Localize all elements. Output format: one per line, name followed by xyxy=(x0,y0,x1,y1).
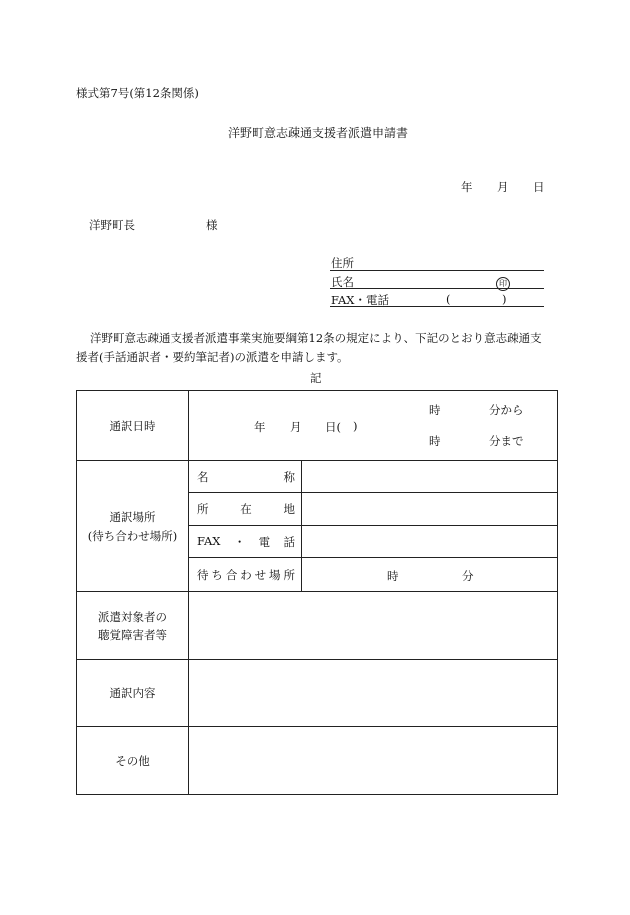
place-label-line2: (待ち合わせ場所) xyxy=(87,528,178,543)
request-table xyxy=(76,390,558,795)
body-text-line1: 洋野町意志疎通支援者派遣事業実施要綱第12条の規定により、下記のとおり意志疎通支 xyxy=(90,331,542,345)
addressee-name: 洋野町長 xyxy=(89,218,135,232)
target-label-line2: 聴覚障害者等 xyxy=(98,627,167,642)
name-label: 氏名 xyxy=(331,275,354,289)
content-field[interactable] xyxy=(189,660,558,727)
dt-month: 月 xyxy=(290,420,302,434)
target-label-line1: 派遣対象者の xyxy=(98,609,167,624)
other-field[interactable] xyxy=(189,727,558,795)
other-label: その他 xyxy=(77,727,189,795)
place-meeting-char: ち xyxy=(211,567,223,582)
date-year: 年 xyxy=(461,180,473,194)
fax-tel-line xyxy=(330,306,544,307)
dt-to-hour: 時 xyxy=(429,434,441,448)
row-place-name xyxy=(77,461,558,493)
ki-label: 記 xyxy=(310,371,322,385)
form-number: 様式第7号(第12条関係) xyxy=(76,86,199,100)
address-label: 住所 xyxy=(331,256,354,270)
addressee-honorific: 様 xyxy=(206,218,218,232)
fax-paren-close: ) xyxy=(502,292,507,306)
name-line xyxy=(330,288,544,289)
seal-icon: 印 xyxy=(496,277,510,291)
place-name-char: 名 xyxy=(197,469,209,484)
place-location-field[interactable] xyxy=(302,493,558,526)
document-title: 洋野町意志疎通支援者派遣申請書 xyxy=(228,126,409,140)
place-fax-char: 話 xyxy=(283,534,295,549)
place-meeting-char: わ xyxy=(240,567,252,582)
place-location-label xyxy=(189,493,302,526)
place-fax-label xyxy=(189,526,302,558)
dt-to-min: 分まで xyxy=(489,434,524,448)
place-meeting-char: 所 xyxy=(283,567,295,582)
place-meeting-char: 場 xyxy=(269,567,281,582)
meeting-hour: 時 xyxy=(387,569,399,583)
content-label: 通訳内容 xyxy=(77,660,189,727)
meeting-min: 分 xyxy=(462,569,474,583)
place-name-field[interactable] xyxy=(302,461,558,493)
place-location-char: 所 xyxy=(197,502,209,516)
place-meeting-char: せ xyxy=(254,567,267,582)
row-other xyxy=(77,727,558,795)
datetime-cell[interactable] xyxy=(189,391,558,461)
place-label xyxy=(77,461,189,592)
place-meeting-label xyxy=(189,558,302,592)
dt-year: 年 xyxy=(254,420,266,434)
place-fax-char: FAX xyxy=(197,533,221,548)
fax-paren-open: ( xyxy=(446,292,451,306)
datetime-label: 通訳日時 xyxy=(77,391,189,461)
dt-day-close: ) xyxy=(353,419,358,433)
dt-from-min: 分から xyxy=(489,403,524,417)
place-name-char: 称 xyxy=(283,469,295,484)
place-location-char: 在 xyxy=(240,502,252,516)
row-target xyxy=(77,592,558,660)
body-text-line2: 援者(手話通訳者・要約筆記者)の派遣を申請します。 xyxy=(76,350,349,364)
place-label-line1: 通訳場所 xyxy=(109,509,156,524)
fax-tel-label: FAX・電話 xyxy=(331,293,389,307)
date-month: 月 xyxy=(497,180,509,194)
target-field[interactable] xyxy=(189,592,558,660)
place-meeting-field[interactable] xyxy=(302,558,558,592)
place-meeting-char: 合 xyxy=(225,567,238,582)
row-content xyxy=(77,660,558,727)
place-name-label xyxy=(189,461,302,493)
place-location-char: 地 xyxy=(283,502,295,516)
address-line xyxy=(330,270,544,271)
place-meeting-char: 待 xyxy=(197,567,209,582)
place-fax-char: 電 xyxy=(258,534,271,549)
place-fax-field[interactable] xyxy=(302,526,558,558)
place-fax-char: ・ xyxy=(233,534,246,549)
dt-from-hour: 時 xyxy=(429,403,441,417)
dt-day: 日( xyxy=(325,420,341,434)
date-day: 日 xyxy=(533,180,545,194)
target-label xyxy=(77,592,189,660)
row-datetime xyxy=(77,391,558,461)
